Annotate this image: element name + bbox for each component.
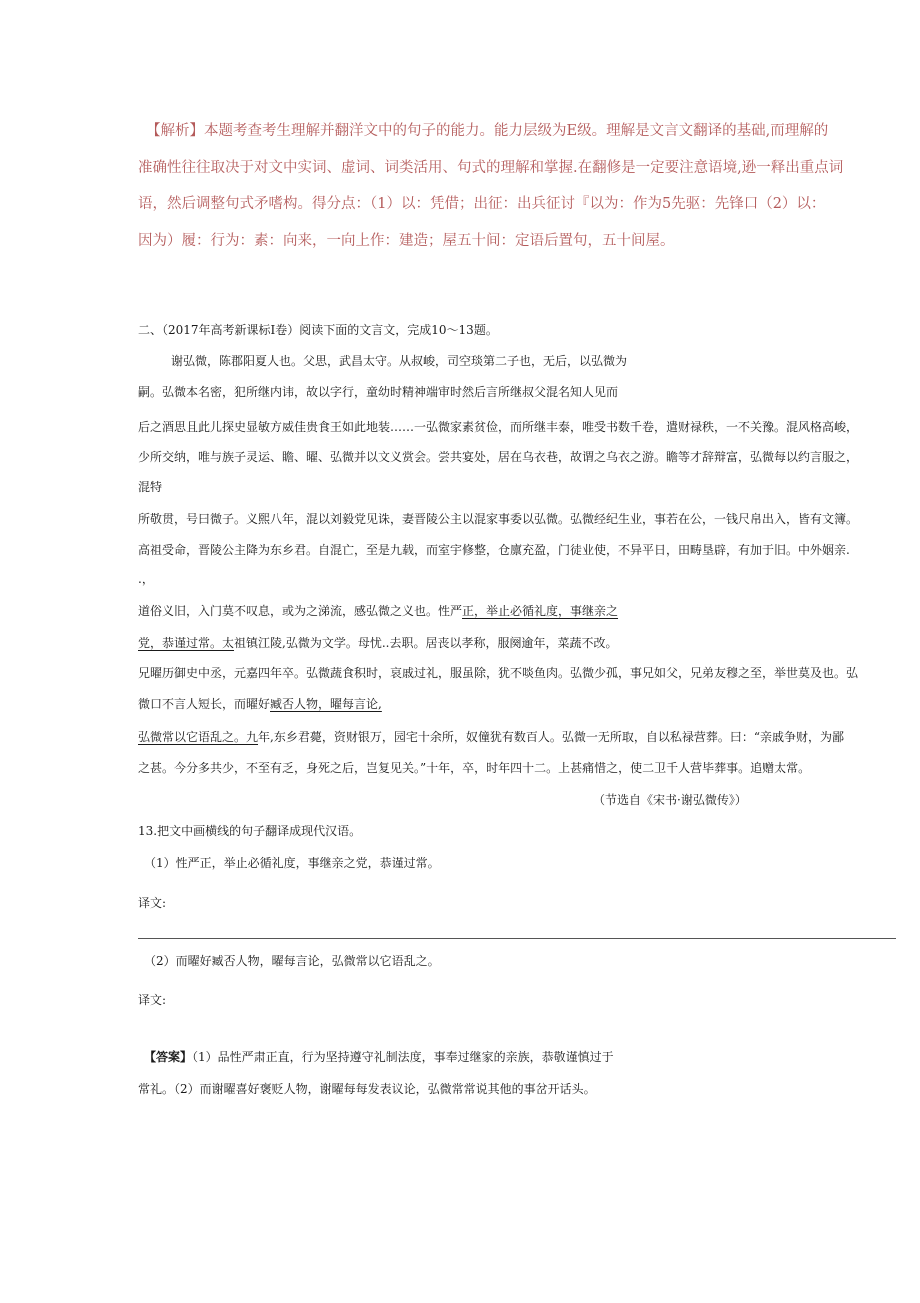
passage-line: 所敬贯，号曰微子。义熙八年，混以刘毅党见诛，妻晋陵公主以混家事委以弘微。弘微经纪生业，事若在公，一钱尺帛出入，皆有文簿。 bbox=[138, 512, 859, 526]
underlined-sentence: 臧否人物，曜每言论, bbox=[270, 697, 382, 711]
answer-text: （1）品性严肃正直，行为坚持遵守礼制法度，事奉过继家的亲族，恭敬谨慎过于 bbox=[192, 1050, 614, 1064]
question-item-2: （2）而曜好臧否人物，曜每言论，弘微常以它语乱之。 bbox=[144, 954, 440, 968]
passage-line: 嗣。弘微本名密，犯所继内讳，故以字行，童幼时精神端审时然后言所继叔父混名知人见而 bbox=[138, 385, 619, 399]
analysis-line: 因为）履：行为：素：向来，一向上作：建造；屋五十间：定语后置句，五十间屋。 bbox=[138, 232, 675, 249]
passage-line: 少所交纳，唯与族子灵运、瞻、曜、弘微并以文义赏会。尝共宴处，居在乌衣巷，故谓之乌衣之游。瞻等才辞辩富，弘微每以约言服之， bbox=[138, 450, 859, 464]
passage-line: 兄曜历御史中丞，元嘉四年卒。弘微蔬食积时，哀戚过礼，服虽除，犹不啖鱼肉。弘微少孤，事兄如父，兄弟友穆之至，举世莫及也。弘 bbox=[138, 666, 859, 680]
passage-heading: 二、（2017年高考新课标Ⅰ卷）阅读下面的文言文，完成10〜13题。 bbox=[138, 323, 498, 337]
analysis-line: 语，然后调整句式矛嗜构。得分点：（1）以：凭借；出征：出兵征讨『以为：作为5先驱：先锋口（2）以： bbox=[138, 196, 826, 212]
passage-line: .， bbox=[138, 572, 154, 586]
passage-line bbox=[138, 601, 898, 621]
translation-label-1: 译文: bbox=[138, 896, 167, 910]
passage-line: 混特 bbox=[138, 480, 163, 494]
passage-text: 祖镇江陵,弘微为文学。母忧..去职。居丧以孝称，服阕逾年，菜蔬不改。 bbox=[234, 636, 618, 650]
passage-line: 后之酒思且此儿探史显敏方威佳贵食王如此地装……一弘微家素贫俭，而所继丰泰，唯受书数千卷，遣财禄秩，一不关豫。混风格高峻， bbox=[138, 420, 859, 434]
passage-line: 谢弘微，陈郡阳夏人也。父思，武昌太守。从叔峻，司空琰第二子也，无后，以弘微为 bbox=[171, 354, 628, 368]
answer-label: 【答案】 bbox=[144, 1050, 193, 1064]
passage-line bbox=[138, 694, 898, 714]
translation-label-2: 译文: bbox=[138, 993, 167, 1007]
passage-text: 微口不言人短长，而曜好 bbox=[138, 697, 271, 711]
passage-source: （节选自《宋书·谢弘微传》） bbox=[593, 793, 747, 807]
passage-text: 道俗义旧，入门莫不叹息，或为之涕流，感弘微之义也。性严 bbox=[138, 604, 463, 618]
analysis-line: 准确性往往取决于对文中实词、虚词、词类活用、句式的理解和掌握.在翻修是一定要注意语境,逊一释出重点词 bbox=[138, 159, 844, 176]
answer-line bbox=[138, 938, 896, 939]
passage-line: 高祖受命，晋陵公主降为东乡君。自混亡，至是九载，而室宇修整，仓廪充盈，门徒业使，不异平日，田畴垦辟，有加于旧。中外姻亲. bbox=[138, 543, 850, 557]
analysis-block bbox=[138, 113, 896, 259]
underlined-sentence: 正，举止必循礼度，事继亲之 bbox=[462, 604, 619, 618]
analysis-line: 【解析】本题考查考生理解并翻洋文中的句子的能力。能力层级为E级。理解是文言文翻译的基础,而理解的 bbox=[146, 123, 829, 139]
passage-line bbox=[138, 633, 898, 653]
passage-line: 之甚。今分多共少，不至有乏，身死之后，岂复见关。”十年，卒，时年四十二。上甚痛惜之，使二卫千人营毕葬事。追赠太常。 bbox=[138, 761, 811, 775]
question-title: 13.把文中画横线的句子翻译成现代汉语。 bbox=[138, 824, 362, 838]
underlined-sentence: 党，恭谨过常。太 bbox=[138, 636, 235, 650]
passage-text: 年,东乡君薨，资财银万，园宅十余所，奴僮犹有数百人。弘微一无所取，自以私禄营葬。曰：“亲戚争财，为鄙 bbox=[258, 730, 844, 744]
question-item-1: （1）性严正，举止必循礼度，事继亲之党，恭谨过常。 bbox=[144, 856, 440, 870]
answer-line-1 bbox=[144, 1047, 614, 1067]
passage-line bbox=[138, 727, 898, 747]
underlined-sentence: 弘微常以它语乱之。九 bbox=[138, 730, 259, 744]
answer-line-2: 常礼。（2）而谢曜喜好褒贬人物，谢曜每每发表议论，弘微常常说其他的事岔开话头。 bbox=[138, 1082, 596, 1096]
